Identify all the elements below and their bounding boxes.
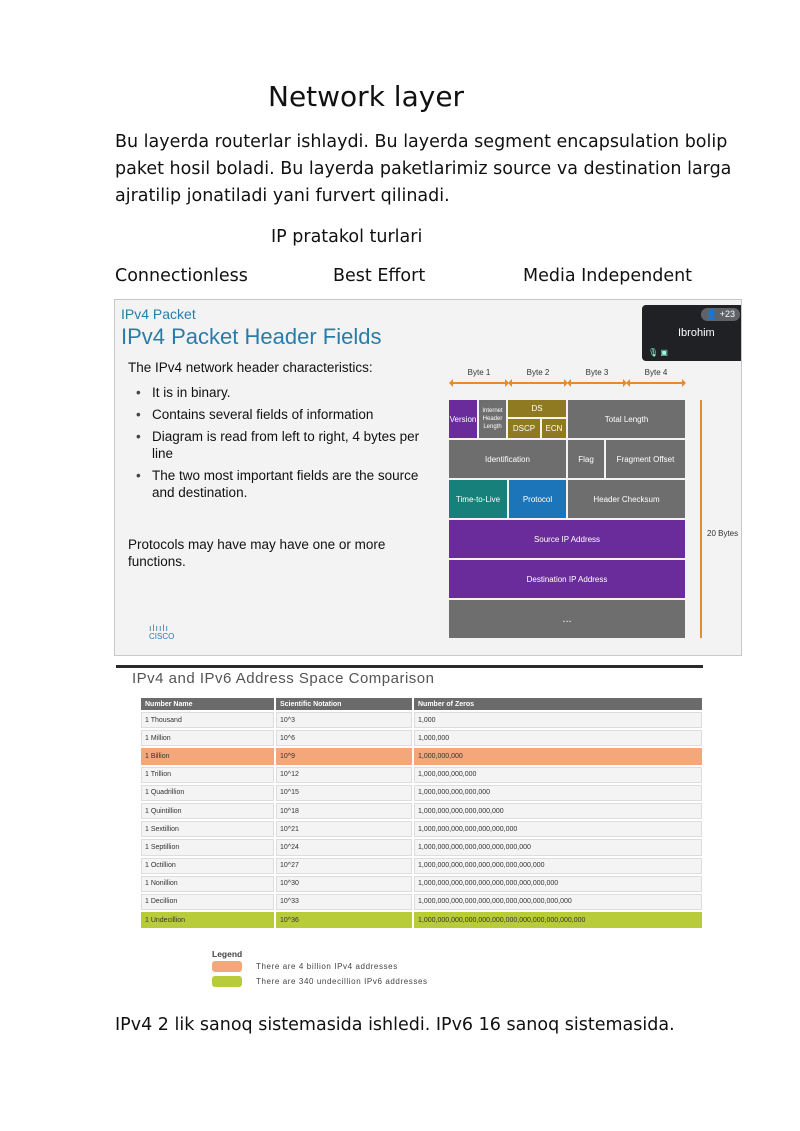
table-cell: 10^27	[275, 857, 413, 875]
byte-label: Byte 2	[526, 368, 550, 377]
byte-arrow-icon	[451, 382, 507, 384]
closing-text: IPv4 2 lik sanoq sistemasida ishledi. IPv6 16 sanoq sistemasida.	[115, 1015, 675, 1035]
cisco-logo: ılıılı CISCO	[149, 623, 175, 641]
video-participant-tile[interactable]	[642, 305, 742, 361]
field-ihl: Internet Header Length	[479, 400, 506, 438]
mic-icon[interactable]: 🎙 ▣	[648, 348, 668, 357]
table-cell: 10^12	[275, 766, 413, 784]
table-cell: 1,000,000,000,000,000,000,000,000	[413, 838, 703, 856]
table-cell: 10^36	[275, 911, 413, 929]
table-cell: 1 Quadrillion	[140, 784, 275, 802]
field-dscp: DSCP	[508, 419, 540, 438]
legend-swatch	[212, 976, 242, 987]
table-cell: 1 Nonillion	[140, 875, 275, 893]
legend-item	[212, 961, 398, 972]
table-cell: 1,000,000,000,000,000,000,000,000,000,000	[413, 875, 703, 893]
slide-intro: The IPv4 network header characteristics:	[128, 360, 373, 375]
table-cell: 10^30	[275, 875, 413, 893]
characteristic-best-effort: Best Effort	[333, 266, 426, 286]
slide-footer-text: Protocols may have may have one or more functions.	[128, 537, 386, 569]
table-cell: 10^21	[275, 820, 413, 838]
field-source-ip: Source IP Address	[449, 520, 685, 558]
bullet-item: • The two most important fields are the source and destination.	[128, 467, 438, 501]
field-version: Version	[449, 400, 477, 438]
field-protocol: Protocol	[509, 480, 566, 518]
byte-arrow-icon	[628, 382, 684, 384]
table-row	[140, 766, 703, 784]
size-arrow-icon	[700, 400, 702, 638]
table-row	[140, 729, 703, 747]
table-cell: 10^3	[275, 711, 413, 729]
byte-arrow-icon	[510, 382, 566, 384]
column-header: Number of Zeros	[413, 697, 703, 711]
table-cell: 10^6	[275, 729, 413, 747]
participant-count-badge[interactable]: 👤 +23	[701, 308, 740, 321]
table-cell: 10^18	[275, 802, 413, 820]
slide-title: IPv4 and IPv6 Address Space Comparison	[132, 670, 435, 687]
table-cell: 10^33	[275, 893, 413, 911]
page-title: Network layer	[268, 80, 465, 113]
table-cell: 1,000,000,000,000,000	[413, 784, 703, 802]
table-cell: 10^15	[275, 784, 413, 802]
participant-name: Ibrohim	[678, 327, 715, 339]
table-cell: 1 Decillion	[140, 893, 275, 911]
table-cell: 1 Sextillion	[140, 820, 275, 838]
table-cell: 1 Trillion	[140, 766, 275, 784]
table-row	[140, 893, 703, 911]
legend-text: There are 340 undecillion IPv6 addresses	[256, 977, 428, 986]
table-row	[140, 857, 703, 875]
characteristic-media-independent: Media Independent	[523, 266, 693, 286]
table-cell: 1 Undecillion	[140, 911, 275, 929]
table-row	[140, 784, 703, 802]
table-row	[140, 820, 703, 838]
table-cell: 1,000,000,000,000	[413, 766, 703, 784]
field-ttl: Time-to-Live	[449, 480, 507, 518]
field-flag: Flag	[568, 440, 604, 478]
header-size-label: 20 Bytes	[707, 529, 739, 538]
slide-title: IPv4 Packet Header Fields	[121, 324, 382, 349]
table-row	[140, 802, 703, 820]
table-cell: 1 Septillion	[140, 838, 275, 856]
address-space-slide	[116, 665, 703, 1000]
column-header: Scientific Notation	[275, 697, 413, 711]
table-cell: 1 Thousand	[140, 711, 275, 729]
intro-paragraph: Bu layerda routerlar ishlaydi. Bu layerda segment encapsulation bolip paket hosil boladi. Bu layerda paketlarimiz source va destination larga ajratilip jonatiladi yani furvert qilinadi.	[115, 132, 732, 206]
bullet-item: • It is in binary.	[128, 384, 438, 401]
legend-text: There are 4 billion IPv4 addresses	[256, 962, 398, 971]
table-cell: 1,000,000	[413, 729, 703, 747]
table-row	[140, 711, 703, 729]
table-cell: 1,000,000,000,000,000,000	[413, 802, 703, 820]
field-identification: Identification	[449, 440, 566, 478]
field-ecn: ECN	[542, 419, 566, 438]
ipv4-header-slide	[114, 299, 742, 656]
table-cell: 1,000,000,000	[413, 747, 703, 765]
table-header-row	[140, 697, 703, 711]
legend-item	[212, 976, 428, 987]
byte-label: Byte 3	[585, 368, 609, 377]
field-fragment-offset: Fragment Offset	[606, 440, 685, 478]
address-space-table	[139, 696, 704, 930]
slide-small-title: IPv4 Packet	[121, 306, 196, 322]
bullet-item: • Diagram is read from left to right, 4 bytes per line	[128, 428, 438, 462]
table-cell: 1,000,000,000,000,000,000,000,000,000	[413, 857, 703, 875]
field-header-checksum: Header Checksum	[568, 480, 685, 518]
byte-label: Byte 4	[644, 368, 668, 377]
table-cell: 1,000,000,000,000,000,000,000	[413, 820, 703, 838]
table-cell: 10^24	[275, 838, 413, 856]
byte-arrow-icon	[569, 382, 625, 384]
characteristic-connectionless: Connectionless	[115, 266, 248, 286]
table-cell: 1,000,000,000,000,000,000,000,000,000,000,000,000	[413, 911, 703, 929]
table-row	[140, 911, 703, 929]
legend-title: Legend	[212, 949, 243, 959]
table-cell: 1,000,000,000,000,000,000,000,000,000,000,000	[413, 893, 703, 911]
table-cell: 1,000	[413, 711, 703, 729]
section-subtitle: IP pratakol turlari	[271, 227, 423, 247]
field-options: ...	[449, 600, 685, 638]
ipv4-header-diagram	[449, 366, 739, 646]
byte-label: Byte 1	[467, 368, 491, 377]
column-header: Number Name	[140, 697, 275, 711]
table-cell: 1 Million	[140, 729, 275, 747]
field-total-length: Total Length	[568, 400, 685, 438]
table-row	[140, 875, 703, 893]
table-row	[140, 838, 703, 856]
field-ds: DS	[508, 400, 566, 417]
bullet-item: • Contains several fields of information	[128, 406, 438, 423]
table-cell: 10^9	[275, 747, 413, 765]
table-row	[140, 747, 703, 765]
legend-swatch	[212, 961, 242, 972]
table-cell: 1 Octillion	[140, 857, 275, 875]
slide-bullet-list	[128, 384, 438, 506]
field-destination-ip: Destination IP Address	[449, 560, 685, 598]
table-cell: 1 Billion	[140, 747, 275, 765]
table-cell: 1 Quintillion	[140, 802, 275, 820]
